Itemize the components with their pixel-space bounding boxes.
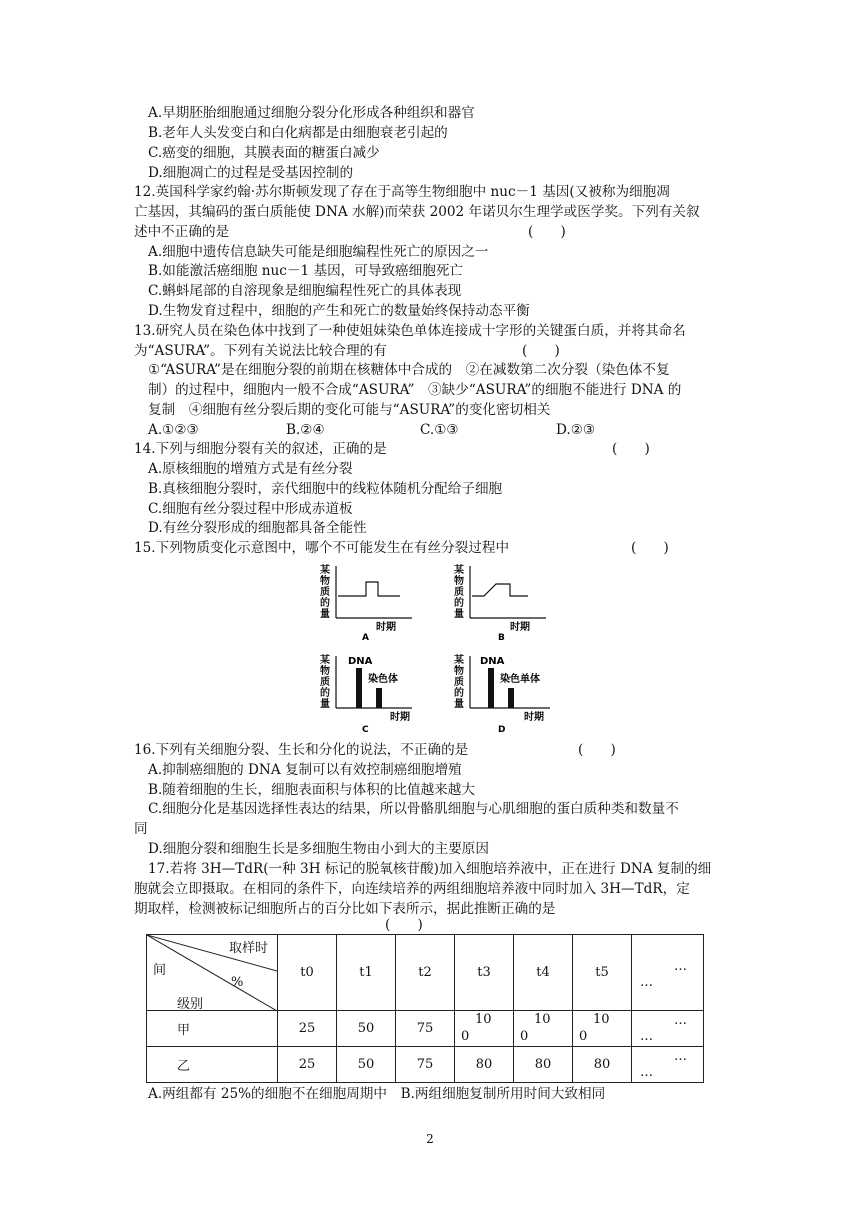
table-cell-split [514,1011,573,1047]
ylabel-char: 某 [320,565,330,576]
panel-label-a: A [362,633,369,643]
ellipsis: … [640,975,653,990]
corner-time-label-a: 取样时 [229,941,269,956]
page-number: 2 [426,1132,434,1146]
split-bottom: 0 [579,1029,588,1044]
q17-options-line: A.两组都有 25%的细胞不在细胞周期中 B.两组细胞复制所用时间大致相同 [148,1086,606,1102]
ylabel-char: 的 [454,598,464,609]
q16-option-d: D.细胞分裂和细胞生长是多细胞生物由小到大的主要原因 [148,841,489,857]
q17-stem-line3: 期取样，检测被标记细胞所占的百分比如下表所示，据此推断正确的是 [134,901,556,917]
panel-d [453,653,550,734]
q16-option-c-line2: 同 [134,821,148,837]
q12-option-b: B.如能激活癌细胞 nuc－1 基因，可导致癌细胞死亡 [148,263,464,279]
q13-statement-line1: ①“ASURA”是在细胞分裂的前期在核糖体中合成的 ②在减数第二次分裂（染色体不复 [148,362,670,378]
table-cell-split [455,1011,514,1047]
bar-label-dna: DNA [348,656,373,667]
ylabel-char: 物 [320,576,330,587]
q11-option-b: B.老年人头发变白和白化病都是由细胞衰老引起的 [148,125,448,141]
q13-statement-line3: 复制 ④细胞有丝分裂后期的变化可能与“ASURA”的变化密切相关 [148,402,551,418]
panel-label-d: D [498,725,506,734]
q13-answer-paren: ( ) [522,343,560,359]
q16-option-c-line1: C.细胞分化是基因选择性表达的结果，所以骨骼肌细胞与心肌细胞的蛋白质种类和数量不 [148,801,679,817]
bar-chromosome [376,688,382,708]
ylabel-char: 量 [320,609,330,620]
xlabel: 时期 [376,622,396,633]
q12-stem-line2: 亡基因，其编码的蛋白质能使 DNA 水解)而荣获 2002 年诺贝尔生理学或医学奖。下列有关叙 [134,204,700,220]
q13-option-c: C.①③ [420,422,459,438]
q15-figure [310,562,560,738]
q17-stem-line2: 胞就会立即摄取。在相同的条件下，向连续培养的两组细胞培养液中同时加入 3H—TdR，定 [134,881,690,897]
q15-stem: 15.下列物质变化示意图中，哪个不可能发生在有丝分裂过程中 [134,540,510,556]
table-cell: 50 [337,1047,396,1083]
col-header: t3 [455,935,514,1011]
ellipsis: … [640,1029,653,1044]
ylabel-char: 质 [454,677,464,688]
q13-stem-line1: 13.研究人员在染色体中找到了一种使姐妹染色单体连接成十字形的关键蛋白质，并将其命名 [134,323,686,339]
q12-stem-line3: 述中不正确的是 [134,224,230,240]
bar-label-chromosome: 染色体 [368,674,398,685]
panel-a [319,563,412,643]
q14-option-a: A.原核细胞的增殖方式是有丝分裂 [148,461,353,477]
q14-option-d: D.有丝分裂形成的细胞都具备全能性 [148,520,367,536]
q13-statement-line2: 制）的过程中，细胞内一般不合成“ASURA” ③缺少“ASURA”的细胞不能进行 DNA 的 [148,382,682,398]
table-cell: 75 [396,1011,455,1047]
q17-answer-paren: ( ) [385,917,423,933]
q12-option-d: D.生物发育过程中，细胞的产生和死亡的数量始终保持动态平衡 [148,303,530,319]
q13-stem-line2: 为“ASURA”。下列有关说法比较合理的有 [134,343,387,359]
panel-b [453,563,546,643]
bar-chromatid [508,688,514,708]
panel-label-c: C [362,725,369,734]
col-header: t2 [396,935,455,1011]
table-cell-split [573,1011,632,1047]
q13-option-a: A.①②③ [148,422,199,438]
ylabel-char: 的 [320,688,330,699]
ylabel-char: 某 [320,655,330,666]
row-label-jia: 甲 [147,1011,278,1047]
ylabel-char: 某 [454,655,464,666]
q16-option-a: A.抑制癌细胞的 DNA 复制可以有效控制癌细胞增殖 [148,762,462,778]
split-top: 10 [593,1012,610,1027]
ylabel-char: 物 [454,576,464,587]
labeling-table [146,934,704,1083]
ylabel-char: 的 [454,688,464,699]
ylabel-char: 质 [454,587,464,598]
row-label-yi: 乙 [147,1047,278,1083]
table-cell: 80 [455,1047,514,1083]
bar-dna [356,668,362,708]
ylabel-char: 物 [320,666,330,677]
table-cell-ellipsis [632,1011,704,1047]
q11-option-a: A.早期胚胎细胞通过细胞分裂分化形成各种组织和器官 [148,105,475,121]
q11-option-c: C.癌变的细胞，其膜表面的糖蛋白减少 [148,145,380,161]
col-header: t4 [514,935,573,1011]
table-cell: 50 [337,1011,396,1047]
table-cell: 25 [278,1011,337,1047]
q12-stem-line1: 12.英国科学家约翰·苏尔斯顿发现了存在于高等生物细胞中 nuc－1 基因(又被称为细胞凋 [134,184,670,200]
panel-c [319,653,412,734]
corner-pct-label: % [231,975,244,990]
q13-option-b: B.②④ [286,422,325,438]
ellipsis: … [640,1065,653,1080]
ellipsis: … [674,1049,687,1064]
ylabel-char: 某 [454,565,464,576]
q11-option-d: D.细胞凋亡的过程是受基因控制的 [148,165,354,181]
corner-group-label: 级别 [177,997,204,1012]
xlabel: 时期 [390,712,410,723]
col-header: t5 [573,935,632,1011]
xlabel: 时期 [510,622,530,633]
panel-label-b: B [498,633,505,643]
q16-stem: 16.下列有关细胞分裂、生长和分化的说法，不正确的是 [134,742,469,758]
col-header: t0 [278,935,337,1011]
xlabel: 时期 [524,712,544,723]
ellipsis: … [674,1013,687,1028]
q14-option-b: B.真核细胞分裂时，亲代细胞中的线粒体随机分配给子细胞 [148,481,503,497]
split-bottom: 0 [461,1029,470,1044]
q16-option-b: B.随着细胞的生长，细胞表面积与体积的比值越来越大 [148,782,475,798]
q12-option-a: A.细胞中遗传信息缺失可能是细胞编程性死亡的原因之一 [148,244,489,260]
bar-label-chromatid: 染色单体 [500,674,540,685]
split-top: 10 [475,1012,492,1027]
bar-label-dna: DNA [480,656,505,667]
ylabel-char: 量 [454,609,464,620]
q12-answer-paren: ( ) [528,224,566,240]
bar-dna [488,668,494,708]
corner-time-label-b: 间 [153,963,167,978]
ylabel-char: 量 [454,699,464,710]
q17-stem-line1: 17.若将 3H—TdR(一种 3H 标记的脱氧核苷酸)加入细胞培养液中，正在进行 DNA 复制的细 [148,861,712,877]
table-corner-header [147,935,278,1011]
q14-option-c: C.细胞有丝分裂过程中形成赤道板 [148,501,353,517]
split-top: 10 [534,1012,551,1027]
table-cell-ellipsis [632,1047,704,1083]
q14-stem: 14.下列与细胞分裂有关的叙述，正确的是 [134,441,387,457]
table-cell: 25 [278,1047,337,1083]
ylabel-char: 的 [320,598,330,609]
ylabel-char: 质 [320,587,330,598]
q15-answer-paren: ( ) [631,540,669,556]
q13-option-d: D.②③ [556,422,596,438]
ylabel-char: 量 [320,699,330,710]
ylabel-char: 物 [454,666,464,677]
table-cell: 80 [514,1047,573,1083]
table-cell: 80 [573,1047,632,1083]
q14-answer-paren: ( ) [612,441,650,457]
ellipsis: … [674,959,687,974]
q12-option-c: C.蝌蚪尾部的自溶现象是细胞编程性死亡的具体表现 [148,283,462,299]
col-header: t1 [337,935,396,1011]
col-header-ellipsis [632,935,704,1011]
table-cell: 75 [396,1047,455,1083]
split-bottom: 0 [520,1029,529,1044]
ylabel-char: 质 [320,677,330,688]
q16-answer-paren: ( ) [578,742,616,758]
